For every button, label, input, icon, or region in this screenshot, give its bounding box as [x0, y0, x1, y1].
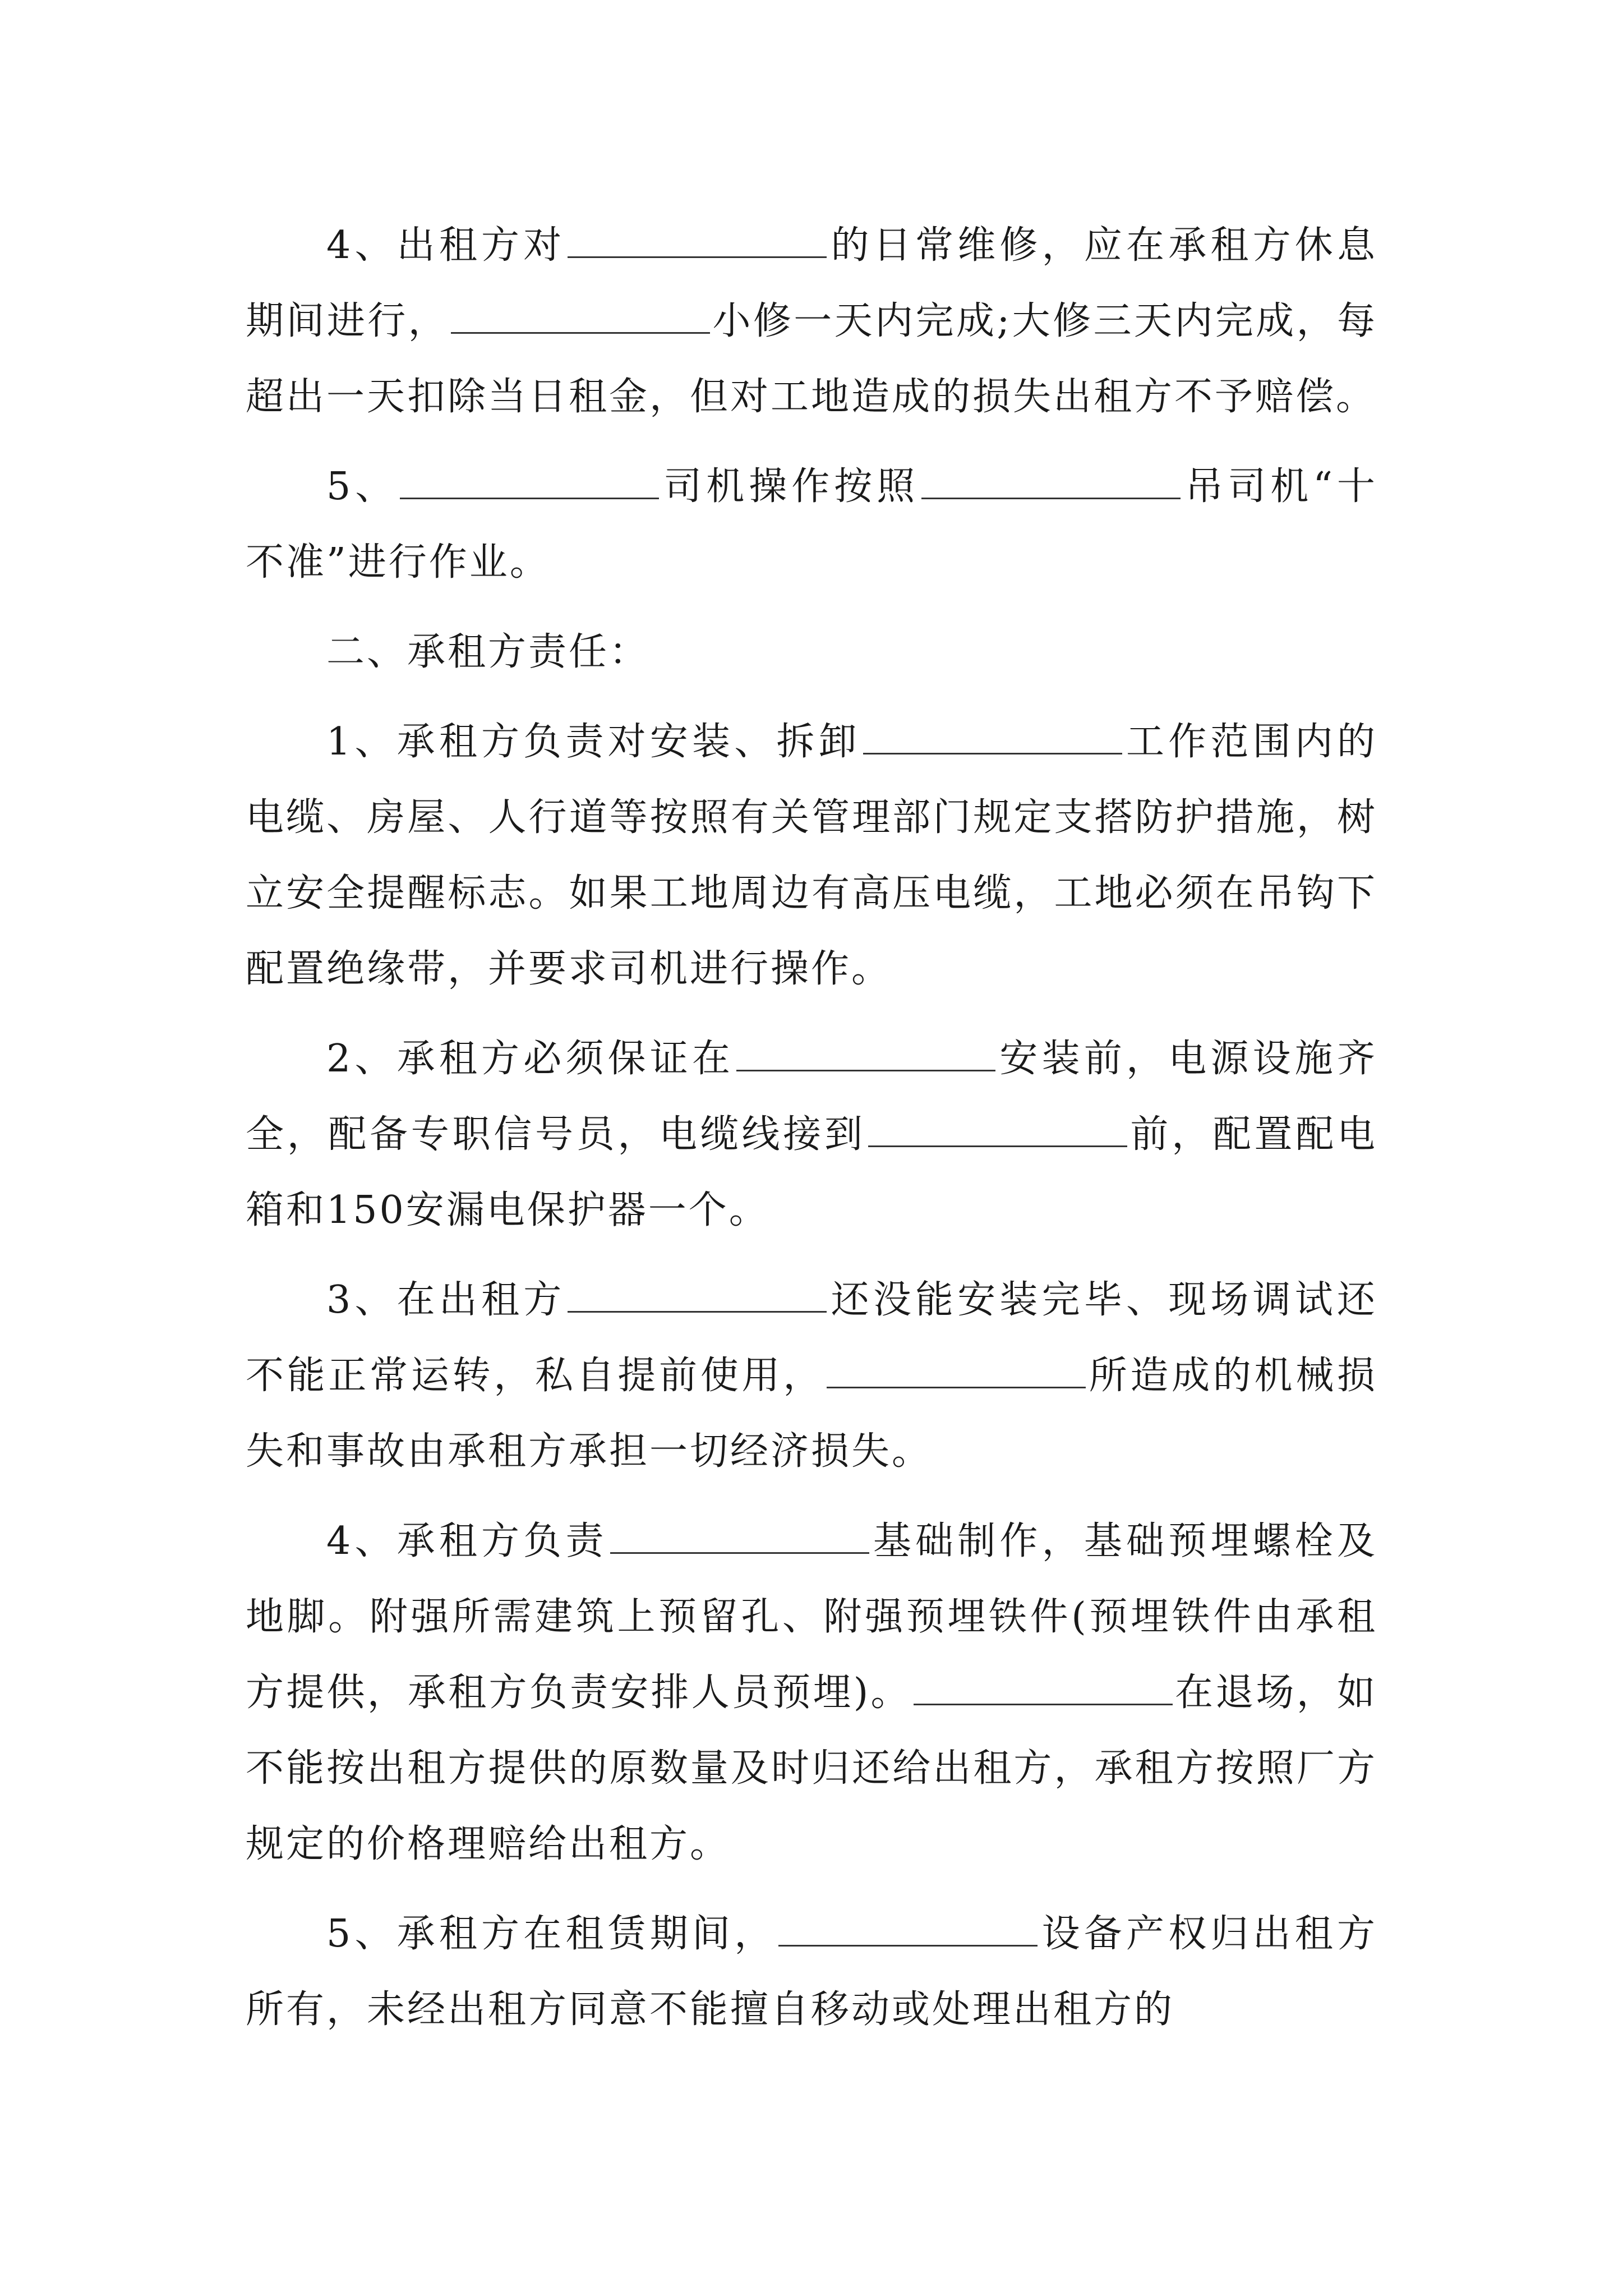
text-segment: 的日常维修，应在承租方休息期间进行， [246, 223, 1377, 343]
heading-text: 二、承租方责任： [326, 630, 650, 674]
paragraph-lessee-3 [246, 1262, 1377, 1489]
blank-line [568, 1277, 827, 1313]
text-segment: 在退场，如不能按出租方提供的原数量及时归还给出租方，承租方按照厂方规定的价格理赔给出租方。 [246, 1671, 1377, 1866]
text-segment: 前，配置配电箱和150安漏电保护器一个。 [246, 1112, 1377, 1232]
blank-line [863, 719, 1122, 754]
paragraph-lessee-5 [246, 1896, 1377, 2047]
paragraph-lessee-1 [246, 704, 1377, 1007]
paragraph-lessee-4 [246, 1503, 1377, 1882]
blank-line [400, 464, 659, 499]
text-segment: 安装前，电源设施齐全，配备专职信号员，电缆线接到 [246, 1037, 1377, 1157]
blank-line [736, 1036, 995, 1071]
text-segment: 4、出租方对 [326, 223, 566, 268]
text-segment: 基础制作，基础预埋螺栓及地脚。附强所需建筑上预留孔、附强预埋铁件(预埋铁件由承租方提供，承租方负责安排人员预埋)。 [246, 1519, 1378, 1715]
paragraph-lessee-2 [246, 1021, 1377, 1248]
text-segment: 吊司机“十不准”进行作业。 [246, 464, 1377, 585]
document-page [246, 208, 1377, 2047]
text-segment: 设备产权归出租方所有，未经出租方同意不能擅自移动或处理出租方的 [246, 1912, 1377, 2032]
blank-line [914, 1670, 1173, 1705]
blank-line [778, 1911, 1038, 1947]
paragraph-lessor-5 [246, 449, 1377, 600]
blank-line [827, 1353, 1086, 1388]
blank-line [921, 464, 1181, 499]
blank-line [451, 298, 710, 334]
text-segment: 5、承租方在租赁期间， [326, 1912, 777, 1956]
text-segment: 还没能安装完毕、现场调试还不能正常运转，私自提前使用， [246, 1278, 1377, 1398]
text-segment: 所造成的机械损失和事故由承租方承担一切经济损失。 [246, 1354, 1377, 1474]
blank-line [868, 1112, 1127, 1147]
text-segment: 小修一天内完成;大修三天内完成，每超出一天扣除当日租金，但对工地造成的损失出租方不予赔偿。 [246, 299, 1377, 419]
paragraph-lessor-4 [246, 208, 1377, 435]
blank-line [568, 223, 827, 258]
text-segment: 工作范围内的电缆、房屋、人行道等按照有关管理部门规定支搭防护措施，树立安全提醒标志。如果工地周边有高压电缆，工地必须在吊钩下配置绝缘带，并要求司机进行操作。 [246, 720, 1377, 991]
text-segment: 司机操作按照 [661, 464, 920, 509]
section-heading-lessee-duties [246, 614, 1377, 690]
text-segment: 4、承租方负责 [326, 1519, 608, 1563]
text-segment: 1、承租方负责对安装、拆卸 [326, 720, 861, 764]
text-segment: 2、承租方必须保证在 [326, 1037, 735, 1081]
text-segment: 3、在出租方 [326, 1278, 566, 1322]
text-segment: 5、 [326, 464, 398, 509]
blank-line [610, 1519, 869, 1554]
